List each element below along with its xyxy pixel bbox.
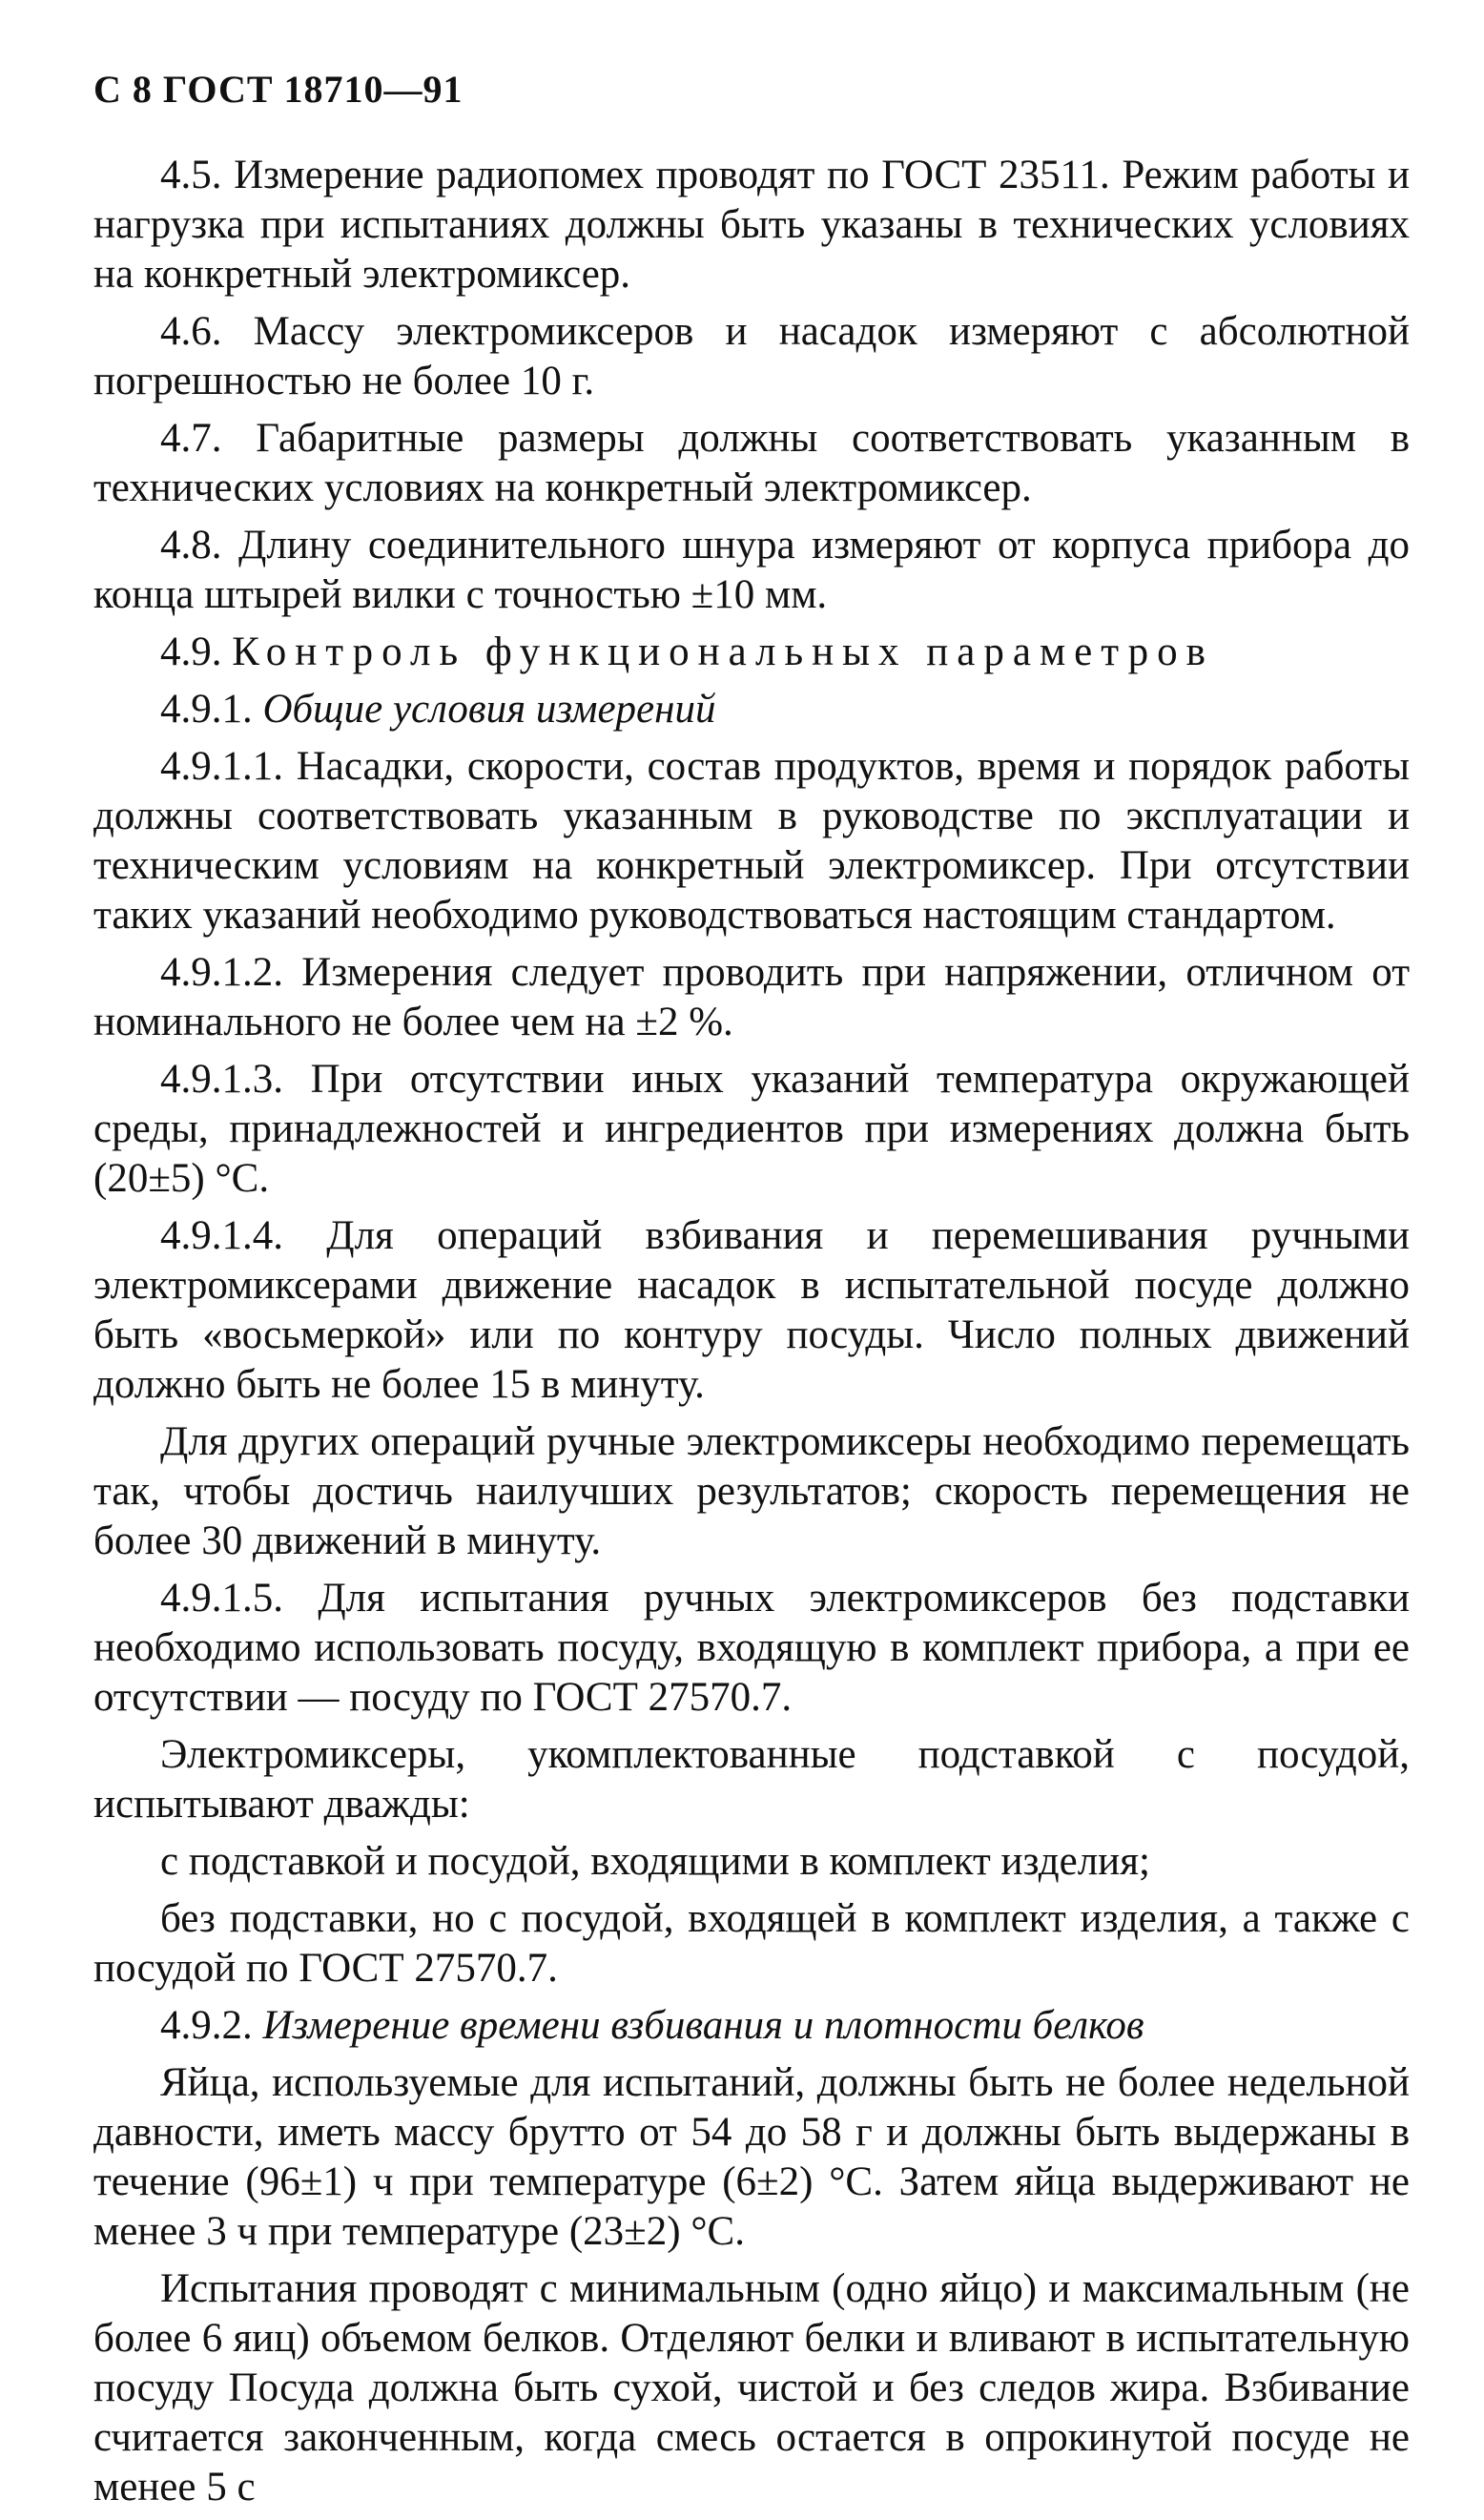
list-item-with-stand: с подставкой и посудой, входящими в комплект изделия; bbox=[160, 1839, 1150, 1884]
paragraph-eggs: Яйца, используемые для испытаний, должны быть не более недельной давности, иметь массу брутто от 54 до 58 г и должны быть выдержаны в течение (96±1) ч при температуре (6±2) °С. Затем яйца выдерживают не менее 3 ч при температуре (23±2) °С. bbox=[93, 2060, 1410, 2254]
clause-4-7: 4.7. Габаритные размеры должны соответствовать указанным в технических условиях на конкретный электромиксер. bbox=[93, 416, 1410, 510]
clause-4-9-1-5: 4.9.1.5. Для испытания ручных электромиксеров без подставки необходимо использовать посуду, входящую в комплект прибора, а при ее отсутствии — посуду по ГОСТ 27570.7. bbox=[93, 1576, 1410, 1720]
subsection-heading: Измерение времени взбивания и плотности белков bbox=[262, 2003, 1144, 2048]
clause-4-9-1-4: 4.9.1.4. Для операций взбивания и перемешивания ручными электромиксерами движение насадок в испытательной посуде должно быть «восьмеркой» или по контуру посуды. Число полных движений должно быть не более 15 в минуту. bbox=[93, 1213, 1410, 1407]
clause-4-9-1-2: 4.9.1.2. Измерения следует проводить при напряжении, отличном от номинального не более чем на ±2 %. bbox=[93, 950, 1410, 1044]
clause-4-9-heading bbox=[93, 628, 1410, 677]
clause-number: 4.9.1. bbox=[160, 687, 253, 732]
clause-number: 4.9. bbox=[160, 630, 222, 674]
clause-4-9-1-3: 4.9.1.3. При отсутствии иных указаний температура окружающей среды, принадлежностей и ингредиентов при измерениях должна быть (20±5) °С. bbox=[93, 1057, 1410, 1201]
section-heading: Контроль функциональных параметров bbox=[232, 630, 1214, 674]
paragraph-tested-twice: Электромиксеры, укомплектованные подставкой с посудой, испытывают дважды: bbox=[93, 1732, 1410, 1827]
clause-4-8: 4.8. Длину соединительного шнура измеряют от корпуса прибора до конца штырей вилки с точностью ±10 мм. bbox=[93, 523, 1410, 617]
subsection-heading: Общие условия измерений bbox=[262, 687, 716, 732]
list-item-without-stand: без подставки, но с посудой, входящей в комплект изделия, а также с посудой по ГОСТ 27570.7. bbox=[93, 1896, 1410, 1991]
clause-4-6: 4.6. Массу электромиксеров и насадок измеряют с абсолютной погрешностью не более 10 г. bbox=[93, 309, 1410, 403]
clause-4-9-1-1: 4.9.1.1. Насадки, скорости, состав продуктов, время и порядок работы должны соответствовать указанным в руководстве по эксплуатации и техническим условиям на конкретный электромиксер. При отсутствии таких указаний необходимо руководствоваться настоящим стандартом. bbox=[93, 744, 1410, 938]
clause-4-9-1-heading bbox=[93, 685, 1410, 734]
clause-number: 4.9.2. bbox=[160, 2003, 253, 2048]
paragraph-tests: Испытания проводят с минимальным (одно яйцо) и максимальным (не более 6 яиц) объемом белков. Отделяют белки и вливают в испытательную посуду Посуда должна быть сухой, чистой и без следов жира. Взбивание считается законченным, когда смесь остается в опрокинутой посуде не менее 5 с bbox=[93, 2266, 1410, 2510]
clause-4-9-2-heading bbox=[93, 2001, 1410, 2051]
paragraph-other-operations: Для других операций ручные электромиксеры необходимо перемещать так, чтобы достичь наилучших результатов; скорость перемещения не более 30 движений в минуту. bbox=[93, 1419, 1410, 1563]
clause-4-5: 4.5. Измерение радиопомех проводят по ГОСТ 23511. Режим работы и нагрузка при испытаниях должны быть указаны в технических условиях на конкретный электромиксер. bbox=[93, 153, 1410, 297]
document-body bbox=[93, 151, 1410, 2520]
page-header: С 8 ГОСТ 18710—91 bbox=[93, 68, 464, 111]
